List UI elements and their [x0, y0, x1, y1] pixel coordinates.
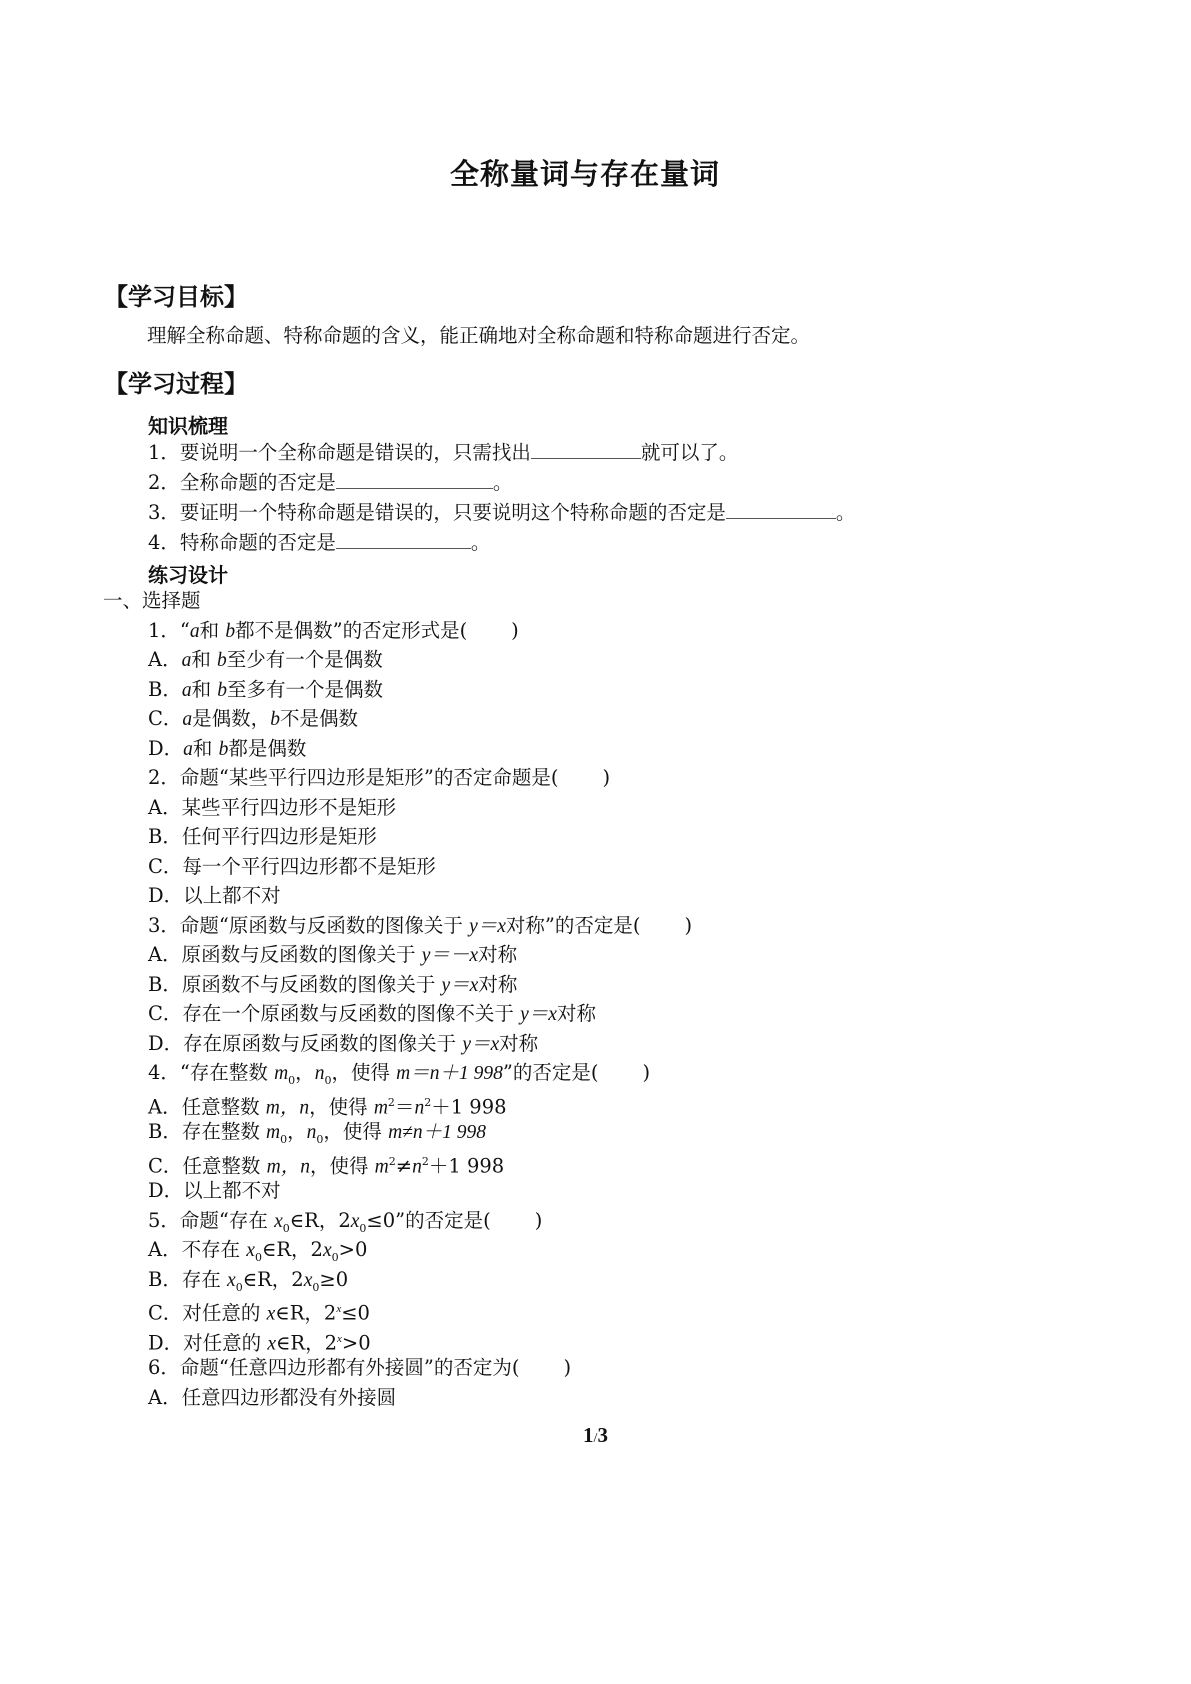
question-1-option-a[interactable]: A．a和 b至少有一个是偶数: [148, 648, 383, 671]
question-5-option-d[interactable]: D．对任意的 x∈R，$2^x>0$: [148, 1331, 371, 1355]
question-2-option-d[interactable]: D．以上都不对: [148, 884, 281, 907]
fill-blank[interactable]: [726, 500, 836, 519]
question-4-option-d[interactable]: D．以上都不对: [148, 1179, 281, 1202]
objective-heading: 【学习目标】: [104, 283, 248, 311]
question-4-option-a[interactable]: A．任意整数 m，n，使得 $m^2=n^2+1$ 998: [148, 1095, 507, 1119]
question-3-stem: 3．命题“原函数与反函数的图像关于 y＝x对称”的否定是( ): [148, 914, 693, 937]
fill-blank[interactable]: [336, 530, 471, 549]
question-2-option-b[interactable]: B．任何平行四边形是矩形: [148, 825, 377, 848]
question-1-option-c[interactable]: C．a是偶数，b不是偶数: [148, 707, 358, 730]
knowledge-item-3: 3．要证明一个特称命题是错误的，只要说明这个特称命题的否定是 。: [148, 501, 856, 524]
question-5-stem: 5．命题“存在 $x_0\in R$，$2x_0\le 0$”的否定是( ): [148, 1209, 543, 1235]
question-3-option-b[interactable]: B．原函数不与反函数的图像关于 y＝x对称: [148, 973, 518, 996]
question-5-option-a[interactable]: A．不存在 $x_0\in R$，$2x_0>0$: [148, 1238, 368, 1264]
question-2-stem: 2．命题“某些平行四边形是矩形”的否定命题是( ): [148, 766, 611, 789]
question-1-stem: 1．“a和 b都不是偶数”的否定形式是( ): [148, 619, 519, 642]
question-6-stem: 6．命题“任意四边形都有外接圆”的否定为( ): [148, 1356, 572, 1379]
knowledge-item-4: 4．特称命题的否定是 。: [148, 531, 491, 554]
fill-blank[interactable]: [531, 440, 641, 459]
question-3-option-a[interactable]: A．原函数与反函数的图像关于 y＝－x对称: [148, 943, 518, 966]
question-4-option-b[interactable]: B．存在整数 $m_0$，$n_0$，使得 m≠n＋1 998: [148, 1120, 487, 1146]
question-3-option-c[interactable]: C．存在一个原函数与反函数的图像不关于 y＝x对称: [148, 1002, 596, 1025]
question-5-option-b[interactable]: B．存在 $x_0\in R$，$2x_0\ge 0$: [148, 1268, 349, 1294]
question-6-option-a[interactable]: A．任意四边形都没有外接圆: [148, 1386, 397, 1409]
knowledge-heading: 知识梳理: [148, 414, 228, 438]
knowledge-item-1: 1．要说明一个全称命题是错误的，只需找出 就可以了。: [148, 441, 739, 464]
knowledge-item-2: 2．全称命题的否定是 。: [148, 471, 513, 494]
question-4-option-c[interactable]: C．任意整数 m，n，使得 $m^2\ne n^2+1$ 998: [148, 1154, 505, 1178]
part-heading: 一、选择题: [103, 589, 201, 612]
question-1-option-b[interactable]: B．a和 b至多有一个是偶数: [148, 678, 384, 701]
question-2-option-c[interactable]: C．每一个平行四边形都不是矩形: [148, 855, 436, 878]
question-1-option-d[interactable]: D．a和 b都是偶数: [148, 737, 307, 760]
objective-text: 理解全称命题、特称命题的含义，能正确地对全称命题和特称命题进行否定。: [147, 324, 811, 347]
process-heading: 【学习过程】: [104, 370, 248, 398]
question-2-option-a[interactable]: A．某些平行四边形不是矩形: [148, 796, 397, 819]
document-title: 全称量词与存在量词: [449, 157, 720, 191]
question-3-option-d[interactable]: D．存在原函数与反函数的图像关于 y＝x对称: [148, 1032, 539, 1055]
fill-blank[interactable]: [336, 470, 493, 489]
question-5-option-c[interactable]: C．对任意的 x∈R，$2^x\le 0$: [148, 1301, 370, 1325]
practice-heading: 练习设计: [148, 563, 228, 587]
question-4-stem: 4．“存在整数 $m_0$，$n_0$，使得 m＝n＋1 998”的否定是( ): [148, 1061, 651, 1087]
page-number: 1/3: [583, 1423, 608, 1447]
